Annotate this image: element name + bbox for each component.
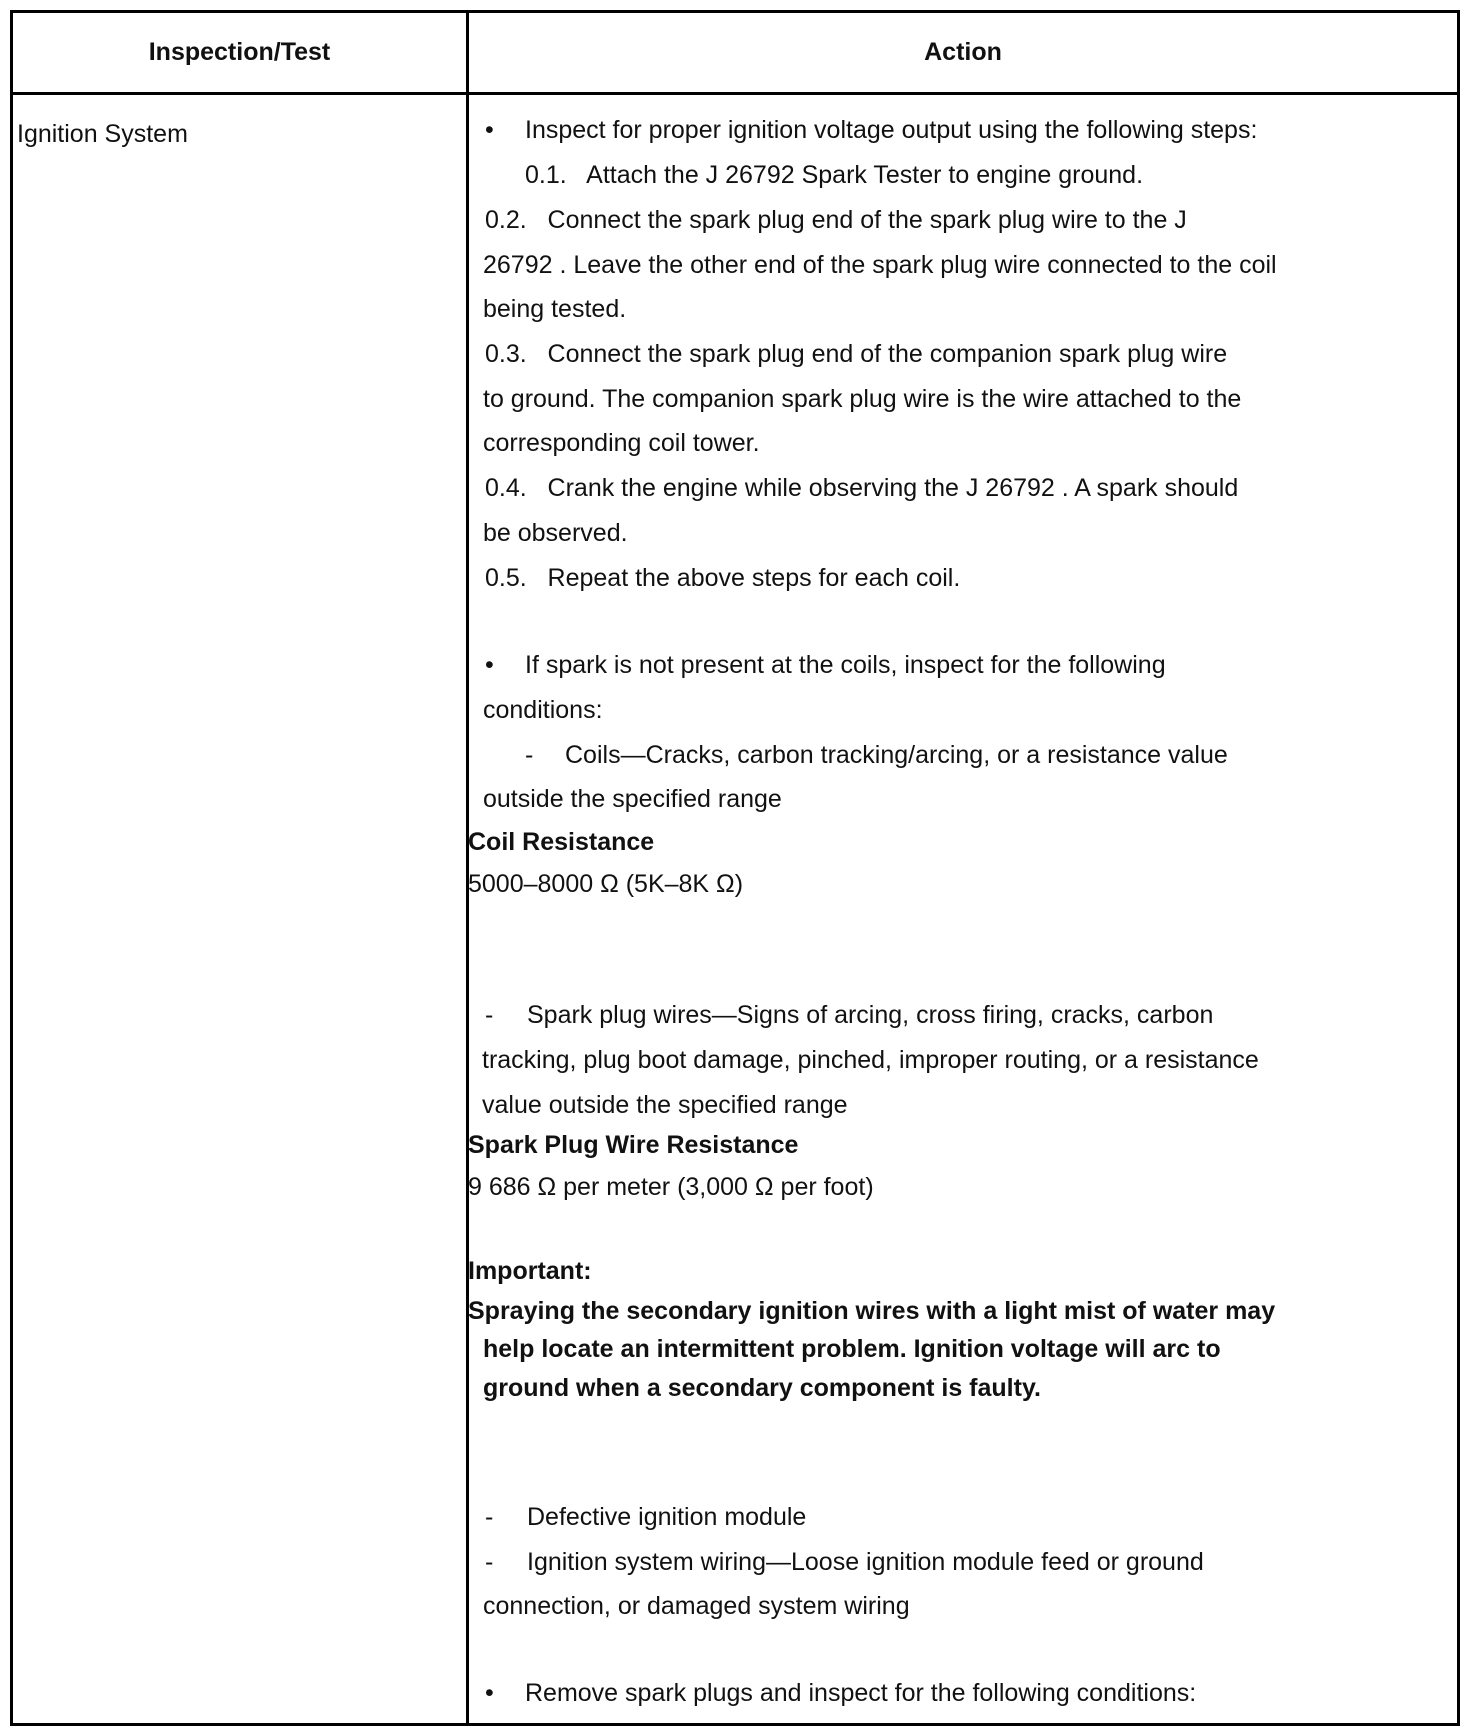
important-note-line1: Spraying the secondary ignition wires with a light mist of water may	[468, 1297, 1276, 1325]
step-intro: Inspect for proper ignition voltage output using the following steps:	[525, 116, 1258, 144]
step-0-3-line1: 0.3. Connect the spark plug end of the companion spark plug wire	[485, 340, 1228, 368]
coils-condition-line1: Coils—Cracks, carbon tracking/arcing, or a resistance value	[565, 741, 1228, 769]
important-label: Important:	[468, 1257, 592, 1285]
step-0-2-line3: being tested.	[483, 295, 627, 323]
header-divider	[13, 92, 1457, 95]
step-0-4-line1: 0.4. Crank the engine while observing the J 26792 . A spark should	[485, 474, 1239, 502]
dash-marker: -	[485, 1001, 494, 1029]
wire-resistance-title: Spark Plug Wire Resistance	[468, 1131, 799, 1159]
step-0-4-line2: be observed.	[483, 519, 628, 547]
step-0-2-line1: 0.2. Connect the spark plug end of the spark plug wire to the J	[485, 206, 1187, 234]
spark-plug-wires-line2: tracking, plug boot damage, pinched, improper routing, or a resistance	[482, 1046, 1259, 1074]
step-0-2-line2: 26792 . Leave the other end of the spark plug wire connected to the coil	[483, 251, 1277, 279]
bullet-marker: •	[485, 651, 494, 679]
step-0-3-line2: to ground. The companion spark plug wire is the wire attached to the	[483, 385, 1242, 413]
coil-resistance-title: Coil Resistance	[468, 828, 655, 856]
header-action: Action	[924, 38, 1002, 66]
remove-spark-plugs: Remove spark plugs and inspect for the following conditions:	[525, 1679, 1197, 1707]
header-inspection-test: Inspection/Test	[148, 38, 331, 66]
step-0-5: 0.5. Repeat the above steps for each coil.	[485, 564, 961, 592]
dash-marker: -	[485, 1503, 494, 1531]
dash-marker: -	[525, 741, 534, 769]
important-note-line2: help locate an intermittent problem. Ignition voltage will arc to	[483, 1335, 1221, 1363]
row-label-ignition-system: Ignition System	[17, 120, 188, 148]
column-divider	[466, 13, 469, 1723]
ignition-wiring-line1: Ignition system wiring—Loose ignition module feed or ground	[527, 1548, 1204, 1576]
spark-not-present-line1: If spark is not present at the coils, inspect for the following	[525, 651, 1166, 679]
spark-plug-wires-line3: value outside the specified range	[482, 1091, 848, 1119]
important-note-line3: ground when a secondary component is faulty.	[483, 1374, 1041, 1402]
wire-resistance-value: 9 686 Ω per meter (3,000 Ω per foot)	[468, 1173, 874, 1201]
bullet-marker: •	[485, 116, 494, 144]
bullet-marker: •	[485, 1679, 494, 1707]
coil-resistance-value: 5000–8000 Ω (5K–8K Ω)	[468, 870, 744, 898]
defective-ignition-module: Defective ignition module	[527, 1503, 807, 1531]
step-0-3-line3: corresponding coil tower.	[483, 429, 760, 457]
coils-condition-line2: outside the specified range	[483, 785, 782, 813]
spark-not-present-line2: conditions:	[483, 696, 603, 724]
ignition-wiring-line2: connection, or damaged system wiring	[483, 1592, 910, 1620]
spark-plug-wires-line1: Spark plug wires—Signs of arcing, cross firing, cracks, carbon	[527, 1001, 1214, 1029]
dash-marker: -	[485, 1548, 494, 1576]
step-0-1: 0.1. Attach the J 26792 Spark Tester to engine ground.	[525, 161, 1144, 189]
